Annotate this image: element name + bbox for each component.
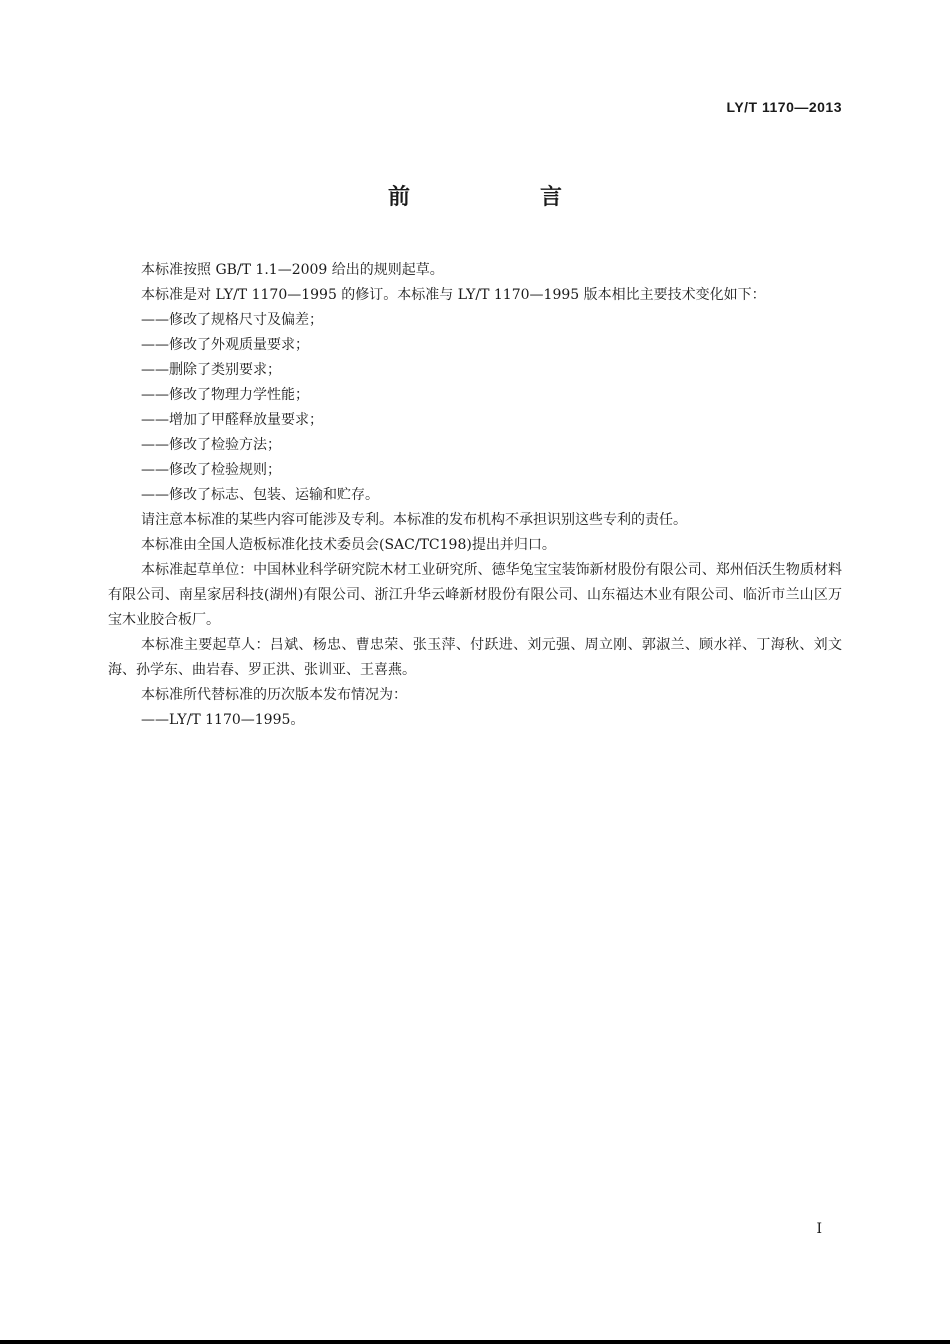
list-item: ——增加了甲醛释放量要求； bbox=[141, 412, 323, 428]
paragraph: 本标准所代替标准的历次版本发布情况为： bbox=[141, 687, 407, 703]
list-item: ——删除了类别要求； bbox=[141, 362, 281, 378]
paragraph: 请注意本标准的某些内容可能涉及专利。本标准的发布机构不承担识别这些专利的责任。 bbox=[141, 512, 687, 528]
list-item: ——修改了规格尺寸及偏差； bbox=[141, 312, 323, 328]
list-item: ——修改了标志、包装、运输和贮存。 bbox=[141, 487, 379, 503]
page-bottom-rule bbox=[0, 1340, 950, 1344]
paragraph: 本标准起草单位：中国林业科学研究院木材工业研究所、德华兔宝宝装饰新材股份有限公司、郑州佰沃生物质材料有限公司、南星家居科技(湖州)有限公司、浙江升华云峰新材股份有限公司、山东福达木业有限公司、临沂市兰山区万宝木业胶合板厂。 bbox=[108, 562, 842, 628]
document-body bbox=[108, 258, 842, 733]
page-title: 前 言 bbox=[387, 185, 616, 210]
list-item: ——修改了外观质量要求； bbox=[141, 337, 309, 353]
list-item: ——LY/T 1170—1995。 bbox=[141, 712, 305, 728]
list-item: ——修改了物理力学性能； bbox=[141, 387, 309, 403]
list-item: ——修改了检验规则； bbox=[141, 462, 281, 478]
page-number: I bbox=[816, 1221, 822, 1237]
standard-number: LY/T 1170—2013 bbox=[726, 99, 842, 115]
paragraph: 本标准按照 GB/T 1.1—2009 给出的规则起草。 bbox=[141, 262, 444, 278]
paragraph: 本标准主要起草人：吕斌、杨忠、曹忠荣、张玉萍、付跃进、刘元强、周立刚、郭淑兰、顾水祥、丁海秋、刘文海、孙学东、曲岩春、罗正洪、张训亚、王喜燕。 bbox=[108, 637, 842, 678]
paragraph: 本标准由全国人造板标准化技术委员会(SAC/TC198)提出并归口。 bbox=[141, 537, 556, 553]
paragraph: 本标准是对 LY/T 1170—1995 的修订。本标准与 LY/T 1170—1995 版本相比主要技术变化如下： bbox=[141, 287, 766, 303]
list-item: ——修改了检验方法； bbox=[141, 437, 281, 453]
